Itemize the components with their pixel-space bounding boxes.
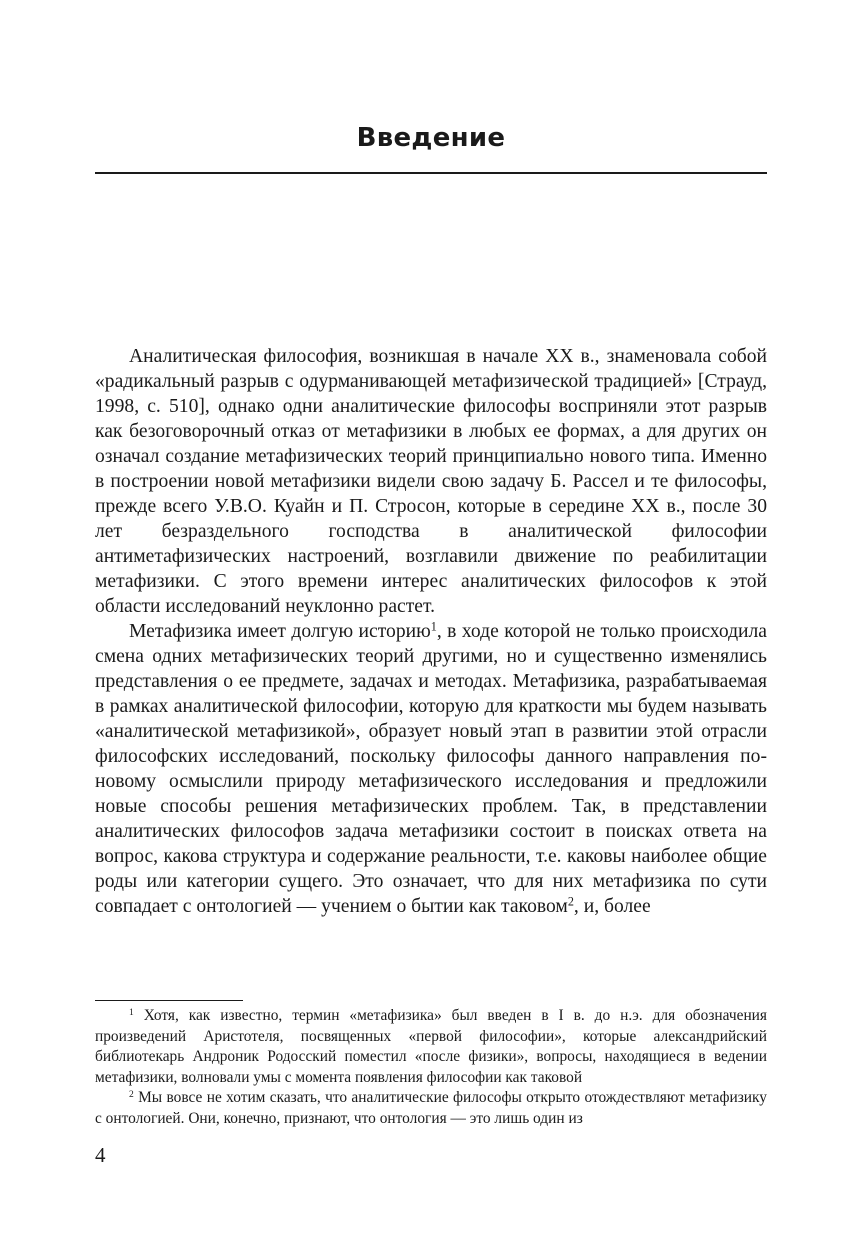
footnote-1-mark: 1 bbox=[129, 1006, 134, 1018]
paragraph-2-text-c: , и, более bbox=[573, 896, 651, 917]
paragraph-2-text-b: , в ходе которой не только происходила смена одних метафизических теорий другими, но и существенно изменялись представления о ее предмете, задачах и методах. Метафизика, разрабатываемая в рамках аналитической философии, которую для краткости мы будем называть «аналитической метафизикой», образует новый этап в развитии этой отрасли философских исследований, поскольку философы данного направления по-новому осмыслили природу метафизического исследования и предложили новые способы решения метафизических проблем. Так, в представлении аналитических философов задача метафизики состоит в поисках ответа на вопрос, какова структура и содержание реальности, т.е. каковы наиболее общие роды или категории сущего. Это означает, что для них метафизика по сути совпадает с онтологией — учением о бытии как таковом bbox=[95, 621, 767, 917]
footnote-ref-2[interactable]: 2 bbox=[567, 894, 574, 909]
footnote-2-mark: 2 bbox=[129, 1089, 134, 1101]
footnote-2-text: Мы вовсе не хотим сказать, что аналитические философы открыто отождествляют метафизику с онтологией. Они, конечно, признают, что онтология — это лишь один из bbox=[95, 1089, 767, 1127]
footnotes bbox=[95, 1006, 767, 1130]
paragraph-2-text-a: Метафизика имеет долгую историю bbox=[129, 621, 431, 642]
paragraph-2 bbox=[95, 619, 767, 919]
chapter-title: Введение bbox=[356, 123, 506, 153]
paragraph-1 bbox=[95, 344, 767, 619]
footnote-1-text: Хотя, как известно, термин «метафизика» был введен в I в. до н.э. для обозначения произведений Аристотеля, посвященных «первой философии», которые александрийский библиотекарь Андроник Родосский поместил «после физики», вопросы, находящиеся в ведении метафизики, волновали умы с момента появления философии как таковой bbox=[95, 1007, 767, 1086]
page-number: 4 bbox=[95, 1143, 106, 1167]
footnote-2 bbox=[95, 1088, 767, 1129]
main-text bbox=[95, 344, 767, 919]
footnote-separator bbox=[95, 1000, 243, 1001]
paragraph-1-text: Аналитическая философия, возникшая в начале XX в., знаменовала собой «радикальный разрыв с одурманивающей метафизической традицией» [Страуд, 1998, с. 510], однако одни аналитические философы восприняли этот разрыв как безоговорочный отказ от метафизики в любых ее формах, а для других он означал создание метафизических теорий принципиально нового типа. Именно в построении новой метафизики видели свою задачу Б. Рассел и те философы, прежде всего У.В.О. Куайн и П. Стросон, которые в середине XX в., после 30 лет безраздельного господства в аналитической философии антиметафизических настроений, возглавили движение по реабилитации метафизики. С этого времени интерес аналитических философов к этой области исследований неуклонно растет. bbox=[95, 346, 767, 617]
footnote-ref-1[interactable]: 1 bbox=[430, 619, 437, 634]
footnote-1 bbox=[95, 1006, 767, 1088]
title-underline bbox=[95, 172, 767, 174]
